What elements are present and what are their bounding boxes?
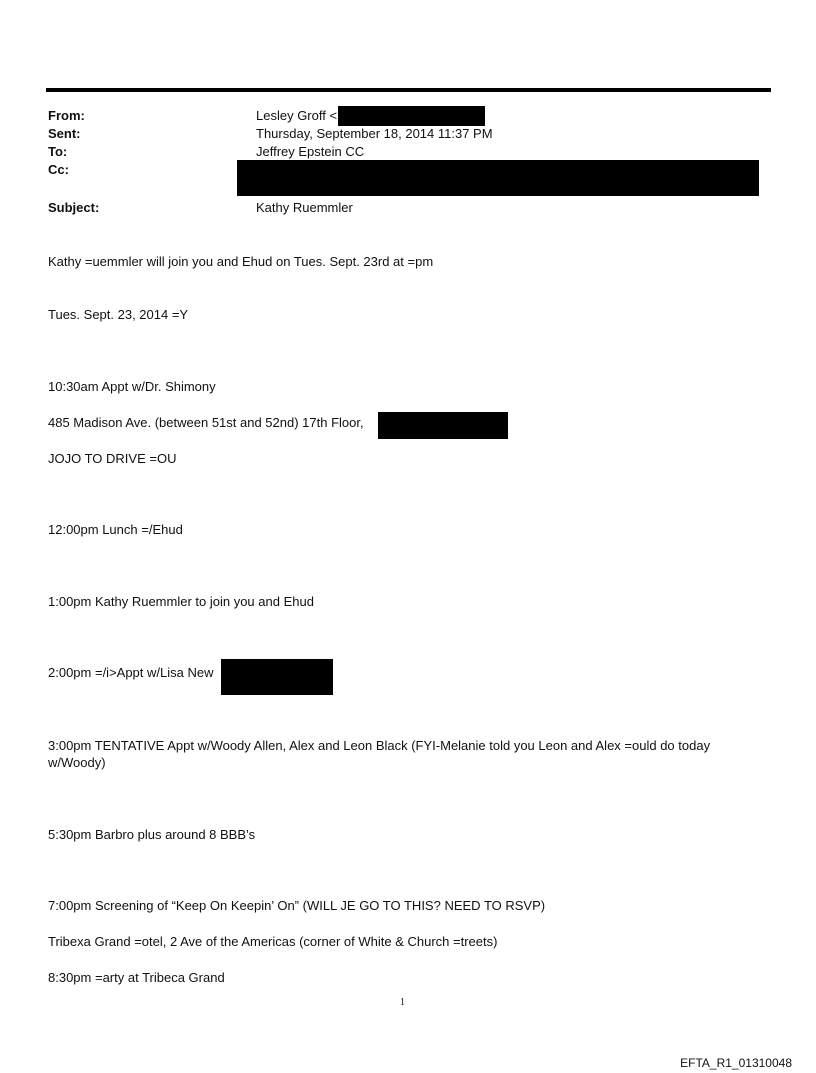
body-line-lunch: 12:00pm Lunch =/Ehud [48, 522, 183, 537]
body-line-ruemmler: 1:00pm Kathy Ruemmler to join you and Ehud [48, 594, 314, 609]
sent-label: Sent: [48, 126, 81, 141]
body-line-appt-shimony: 10:30am Appt w/Dr. Shimony [48, 379, 216, 394]
body-line-address: 485 Madison Ave. (between 51st and 52nd) 17th Floor, [48, 415, 364, 430]
subject-label: Subject: [48, 200, 100, 215]
body-line-driver: JOJO TO DRIVE =OU [48, 451, 177, 466]
body-line-party: 8:30pm =arty at Tribeca Grand [48, 970, 225, 985]
cc-label: Cc: [48, 162, 69, 177]
document-id: EFTA_R1_01310048 [680, 1056, 792, 1070]
body-line-intro: Kathy =uemmler will join you and Ehud on Tues. Sept. 23rd at =pm [48, 254, 434, 269]
body-line-date: Tues. Sept. 23, 2014 =Y [48, 307, 189, 322]
body-line-lisa-new: 2:00pm =/i>Appt w/Lisa New [48, 665, 214, 680]
sent-value: Thursday, September 18, 2014 11:37 PM [256, 126, 493, 141]
from-value: Lesley Groff < [256, 108, 338, 123]
body-line-tribeca-address: Tribexa Grand =otel, 2 Ave of the Americas (corner of White & Church =treets) [48, 934, 498, 949]
from-label: From: [48, 108, 85, 123]
body-line-screening: 7:00pm Screening of “Keep On Keepin’ On” (WILL JE GO TO THIS? NEED TO RSVP) [48, 898, 546, 913]
body-line-barbro: 5:30pm Barbro plus around 8 BBB’s [48, 827, 256, 842]
redaction-from-email [338, 106, 485, 126]
header-rule [46, 88, 771, 92]
redaction-cc [237, 160, 759, 196]
to-label: To: [48, 144, 68, 159]
redaction-address [378, 412, 508, 439]
page-number: 1 [400, 997, 405, 1008]
redaction-lisa-new [221, 659, 333, 695]
subject-value: Kathy Ruemmler [256, 200, 353, 215]
to-value: Jeffrey Epstein CC [256, 144, 365, 159]
body-line-woody-allen: 3:00pm TENTATIVE Appt w/Woody Allen, Alex and Leon Black (FYI-Melanie told you Leon and Alex =ould do today w/Woody) [48, 738, 711, 770]
